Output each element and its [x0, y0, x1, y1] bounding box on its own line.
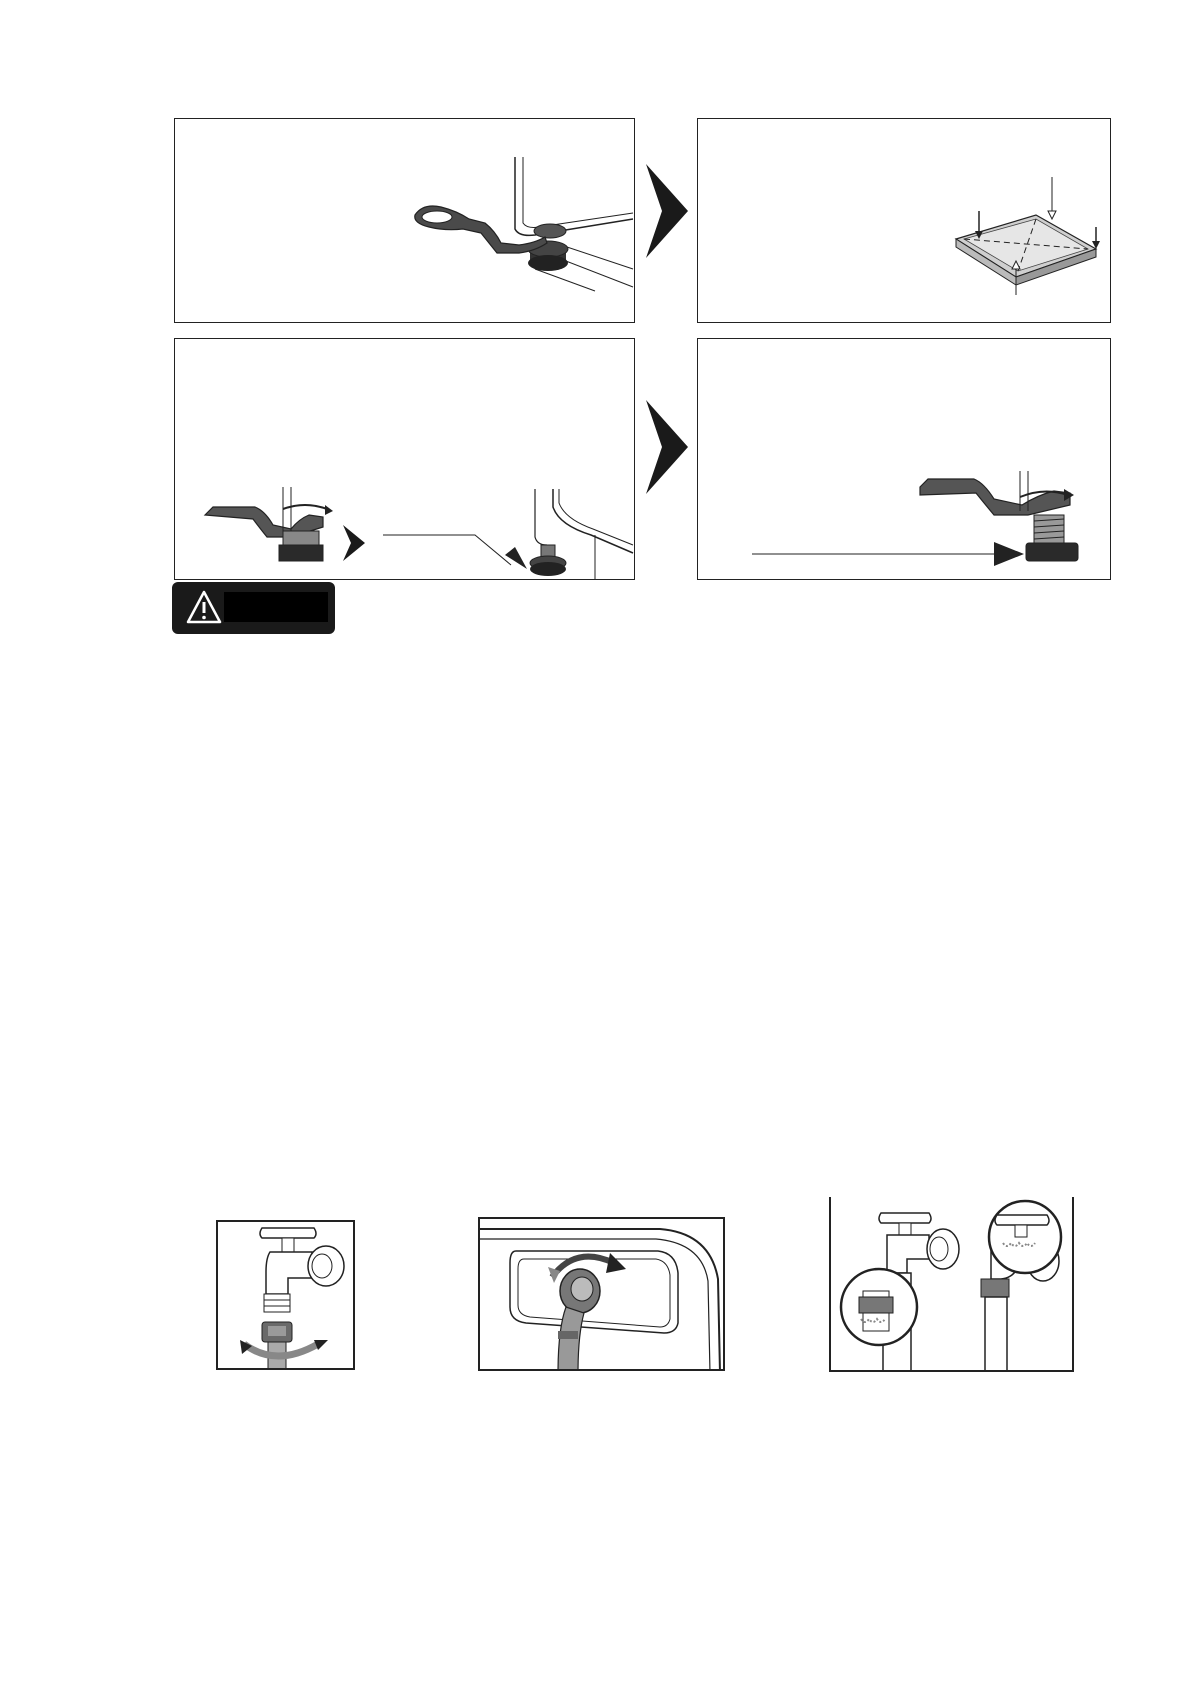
next-step-arrow-icon	[644, 400, 688, 494]
panel-wrench-loosen	[174, 118, 635, 323]
figure-tap-connection	[216, 1220, 355, 1370]
panel-foot-adjust	[174, 338, 635, 580]
inlet-valve-icon	[480, 1219, 725, 1371]
leak-check-icon	[831, 1197, 1074, 1372]
lock-nut-icon	[698, 339, 1111, 580]
warning-triangle-icon	[186, 590, 222, 624]
figure-leak-check	[829, 1197, 1074, 1372]
spirit-level-icon	[698, 119, 1111, 323]
tap-icon	[218, 1222, 355, 1370]
warning-label	[172, 582, 335, 634]
warning-text	[224, 592, 328, 622]
wrench-icon	[175, 119, 635, 323]
panel-lock-nut-tighten	[697, 338, 1111, 580]
next-step-arrow-icon	[644, 164, 688, 258]
adjustable-foot-icon	[175, 339, 635, 580]
figure-machine-inlet-connection	[478, 1217, 725, 1371]
panel-level-check	[697, 118, 1111, 323]
